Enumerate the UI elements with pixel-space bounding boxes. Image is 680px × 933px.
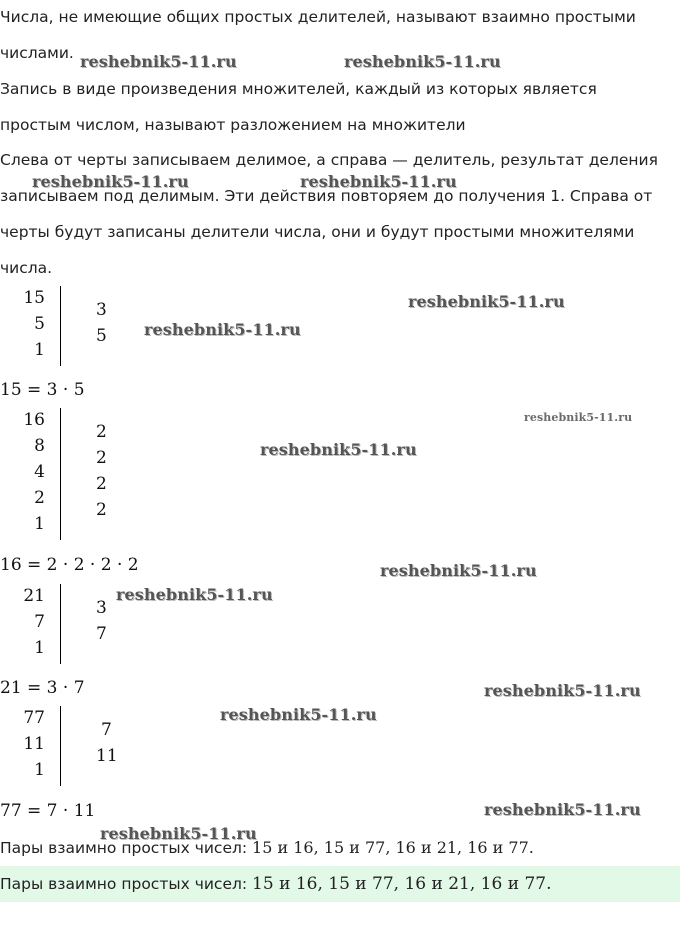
divisor: 7 <box>101 720 112 740</box>
dividend: 11 <box>23 734 45 754</box>
dividend: 16 <box>23 410 45 430</box>
intro-line-3: Запись в виде произведения множителей, каждый из которых является <box>0 80 597 98</box>
divisor: 2 <box>96 422 107 442</box>
dividend: 1 <box>34 340 45 360</box>
watermark: reshebnik5-11.ru <box>32 172 189 191</box>
divisor: 2 <box>96 474 107 494</box>
answer-prefix: Пары взаимно простых чисел: <box>0 875 253 893</box>
answer-box <box>0 866 680 902</box>
watermark: reshebnik5-11.ru <box>484 681 641 700</box>
dividend: 1 <box>34 638 45 658</box>
dividend: 8 <box>34 436 45 456</box>
divisor: 3 <box>96 300 107 320</box>
divisor: 2 <box>96 500 107 520</box>
intro-line-5: Слева от черты записываем делимое, а справа — делитель, результат деления <box>0 151 658 169</box>
dividend: 21 <box>23 586 45 606</box>
summary-line <box>0 838 534 857</box>
divider-line <box>60 706 61 786</box>
intro-line-1: Числа, не имеющие общих простых делителей, называют взаимно простыми <box>0 8 636 26</box>
divider-line <box>60 286 61 366</box>
watermark: reshebnik5-11.ru <box>484 800 641 819</box>
dividend: 2 <box>34 488 45 508</box>
divider-line <box>60 408 61 540</box>
intro-line-6: записываем под делимым. Эти действия повторяем до получения 1. Справа от <box>0 187 653 205</box>
divider-line <box>60 584 61 664</box>
summary-prefix: Пары взаимно простых чисел: <box>0 839 253 857</box>
dividend: 1 <box>34 760 45 780</box>
divisor: 3 <box>96 598 107 618</box>
intro-line-7: черты будут записаны делители числа, они и будут простыми множителями <box>0 223 635 241</box>
intro-line-8: числа. <box>0 259 53 277</box>
watermark: reshebnik5-11.ru <box>408 292 565 311</box>
intro-line-2: числами. <box>0 44 74 62</box>
answer-line <box>0 874 551 894</box>
divisor: 5 <box>96 326 107 346</box>
watermark: reshebnik5-11.ru <box>116 585 273 604</box>
watermark: reshebnik5-11.ru <box>100 824 257 843</box>
equation-77: 77 = 7 · 11 <box>0 801 96 821</box>
dividend: 4 <box>34 462 45 482</box>
dividend: 1 <box>34 514 45 534</box>
divisor: 7 <box>96 624 107 644</box>
intro-line-4: простым числом, называют разложением на множители <box>0 116 466 134</box>
watermark: reshebnik5-11.ru <box>300 172 457 191</box>
answer-pairs: 15 и 16, 15 и 77, 16 и 21, 16 и 77. <box>252 874 552 894</box>
watermark: reshebnik5-11.ru <box>344 52 501 71</box>
summary-pairs: 15 и 16, 15 и 77, 16 и 21, 16 и 77. <box>252 838 534 857</box>
watermark: reshebnik5-11.ru <box>80 52 237 71</box>
equation-21: 21 = 3 · 7 <box>0 678 85 698</box>
watermark: reshebnik5-11.ru <box>380 561 537 580</box>
dividend: 5 <box>34 314 45 334</box>
dividend: 77 <box>23 708 45 728</box>
divisor: 11 <box>96 746 118 766</box>
watermark: reshebnik5-11.ru <box>144 320 301 339</box>
watermark: reshebnik5-11.ru <box>524 411 633 424</box>
watermark: reshebnik5-11.ru <box>220 705 377 724</box>
equation-16: 16 = 2 · 2 · 2 · 2 <box>0 555 139 575</box>
watermark: reshebnik5-11.ru <box>260 440 417 459</box>
equation-15: 15 = 3 · 5 <box>0 380 85 400</box>
dividend: 7 <box>34 612 45 632</box>
dividend: 15 <box>23 288 45 308</box>
divisor: 2 <box>96 448 107 468</box>
